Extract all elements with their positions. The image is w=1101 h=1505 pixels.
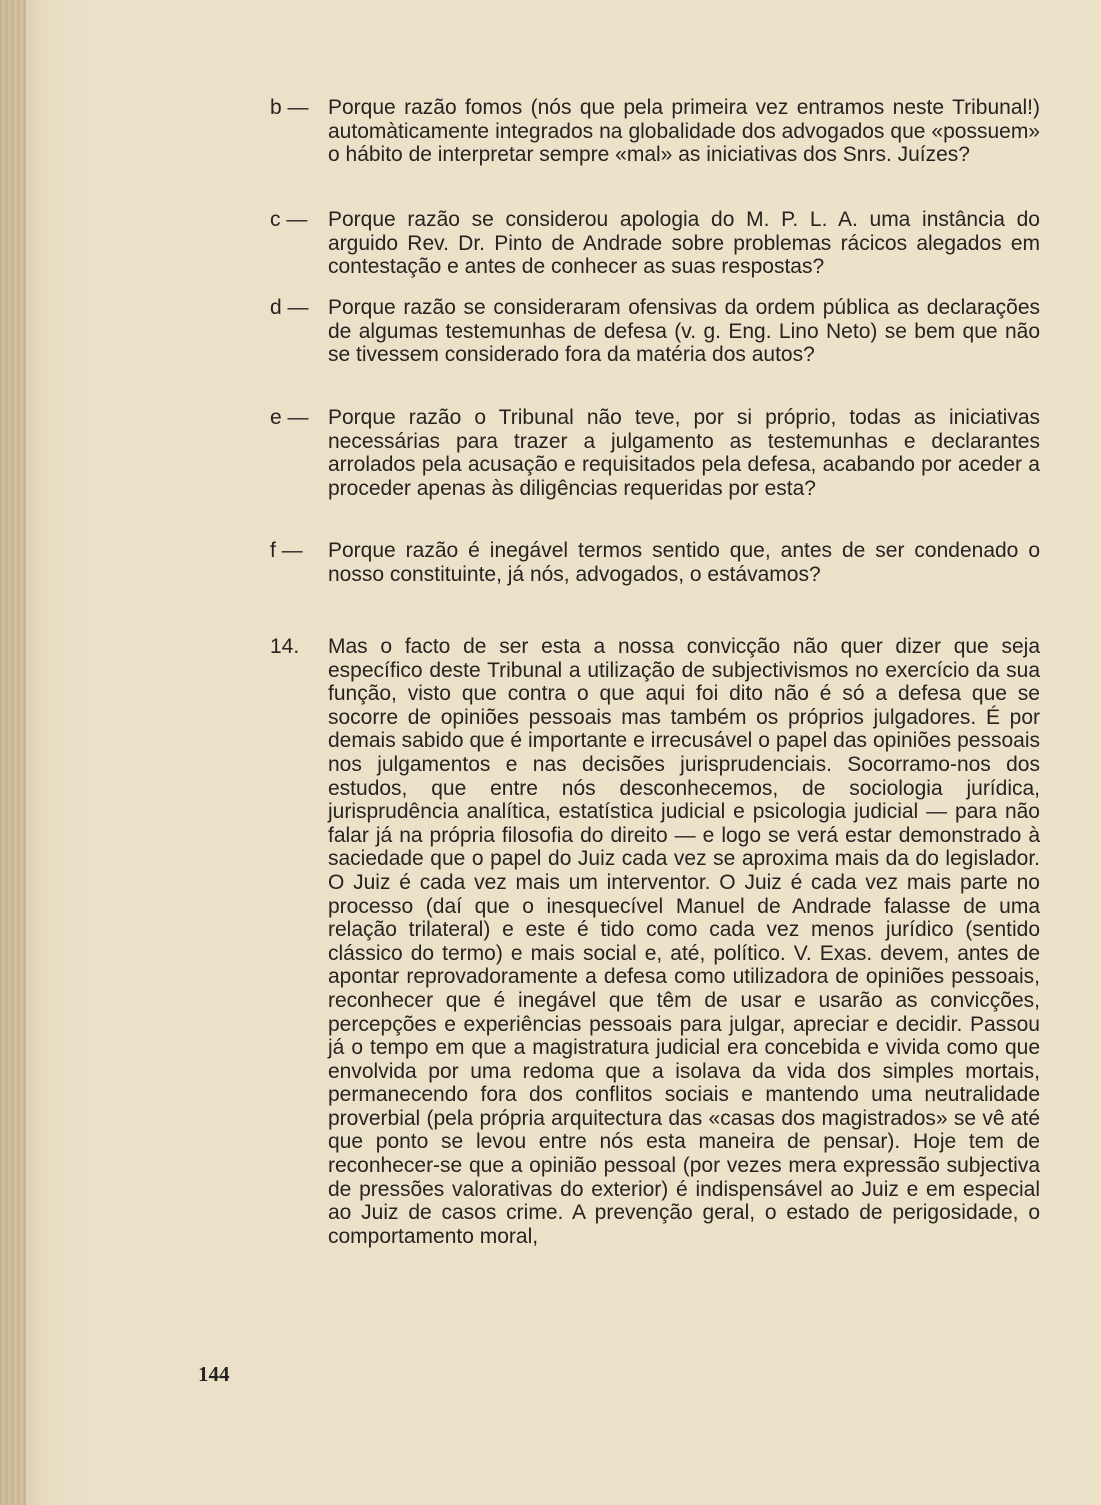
item-text: Porque razão se consideraram ofensivas da ordem pública as declarações de algumas testemunhas de defesa (v. g. Eng. Lino Neto) se bem que não se tivessem considerado fora da matéria dos autos? <box>328 296 1040 367</box>
question-item-e <box>270 406 1040 500</box>
item-text: Porque razão é inegável termos sentido que, antes de ser condenado o nosso constituinte, já nós, advogados, o estávamos? <box>328 539 1040 586</box>
item-marker: f — <box>270 539 303 562</box>
page-number: 144 <box>198 1362 230 1386</box>
item-text: Porque razão se considerou apologia do M. P. L. A. uma instância do arguido Rev. Dr. Pinto de Andrade sobre problemas rácicos alegados em contestação e antes de conhecer as suas respostas? <box>328 208 1040 279</box>
item-marker: c — <box>270 208 308 231</box>
item-marker: e — <box>270 406 309 429</box>
item-marker: b — <box>270 96 309 119</box>
paragraph-number: 14. <box>270 635 300 658</box>
item-text: Porque razão fomos (nós que pela primeira vez entramos neste Tribunal!) automàticamente integrados na globalidade dos advogados que «possuem» o hábito de interpretar sempre «mal» as iniciativas dos Snrs. Juízes? <box>328 96 1040 167</box>
question-item-f <box>270 539 1040 586</box>
item-text: Porque razão o Tribunal não teve, por si próprio, todas as iniciativas necessárias para trazer a julgamento as testemunhas e declarantes arrolados pela acusação e requisitados pela defesa, acabando por aceder a proceder apenas às diligências requeridas por esta? <box>328 406 1040 500</box>
book-spine-shadow <box>0 0 26 1505</box>
paragraph-text: Mas o facto de ser esta a nossa convicção não quer dizer que seja específico deste Tribunal a utilização de subjectivismos no exercício da sua função, visto que contra o que aqui foi dito não é só a defesa que se socorre de opiniões pessoais mas também os próprios julgadores. É por demais sabido que é importante e irrecusável o papel das opiniões pessoais nos julgamentos e nas decisões jurisprudenciais. Socorramo-nos dos estudos, que entre nós desconhecemos, de sociologia jurídica, jurisprudência analítica, estatística judicial e psicologia judicial — para não falar já na própria filosofia do direito — e logo se verá estar demonstrado à saciedade que o papel do Juiz cada vez se aproxima mais da do legislador. O Juiz é cada vez mais um interventor. O Juiz é cada vez mais parte no processo (daí que o inesquecível Manuel de Andrade falasse de uma relação trilateral) e este é tido como cada vez menos jurídico (sentido clássico do termo) e mais social e, até, político. V. Exas. devem, antes de apontar reprovadoramente a defesa como utilizadora de opiniões pessoais, reconhecer que é inegável que têm de usar e usarão as convicções, percepções e experiências pessoais para julgar, apreciar e decidir. Passou já o tempo em que a magistratura judicial era concebida e vivida como que envolvida por uma redoma que a isolava da vida dos simples mortais, permanecendo fora dos conflitos sociais e mantendo uma neutralidade proverbial (pela própria arquitectura das «casas dos magistrados» se vê até que ponto se levou entre nós esta maneira de pensar). Hoje tem de reconhecer-se que a opinião pessoal (por vezes mera expressão subjectiva de pressões valorativas do exterior) é indispensável ao Juiz e em especial ao Juiz de casos crime. A prevenção geral, o estado de perigosidade, o comportamento moral, <box>328 635 1040 1248</box>
paragraph-14 <box>270 635 1040 1248</box>
question-item-c <box>270 208 1040 279</box>
question-item-d <box>270 296 1040 367</box>
question-item-b <box>270 96 1040 167</box>
item-marker: d — <box>270 296 309 319</box>
